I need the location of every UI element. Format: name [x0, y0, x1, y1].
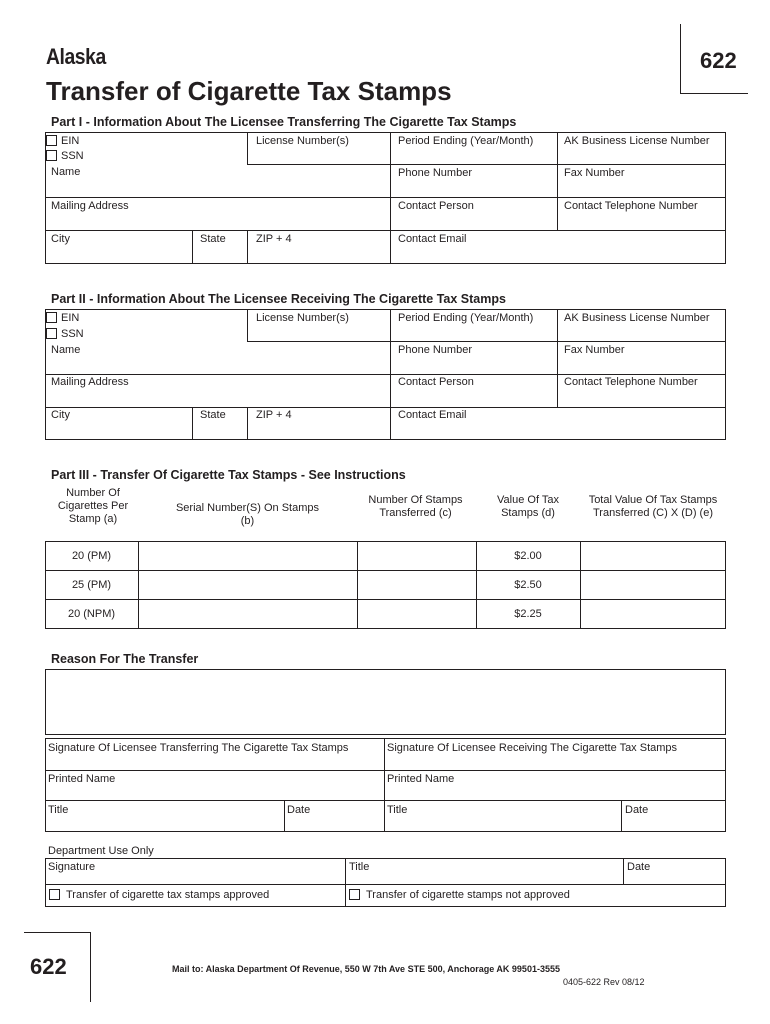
- mail-to: Mail to: Alaska Department Of Revenue, 550 W 7th Ave STE 500, Anchorage AK 99501-3555: [172, 964, 560, 974]
- footer-form-number: 622: [30, 954, 67, 979]
- part2-line: [247, 341, 390, 342]
- row1-value: $2.00: [514, 550, 542, 562]
- part2-line: [192, 407, 193, 440]
- part1-line: [390, 164, 726, 165]
- footer-corner-horizontal: [24, 932, 91, 933]
- sig-receiving-label: Signature Of Licensee Receiving The Cigarette Tax Stamps: [387, 742, 678, 754]
- dept-signature-label: Signature: [48, 861, 96, 873]
- row3-total-input[interactable]: [581, 600, 725, 628]
- part2-line: [45, 374, 726, 375]
- part2-line: [390, 309, 391, 440]
- part1-license-label: License Number(s): [256, 135, 349, 147]
- part1-name-label: Name: [51, 166, 81, 178]
- part2-zip-label: ZIP + 4: [256, 409, 292, 421]
- row3-serial-input[interactable]: [139, 600, 356, 628]
- not-approved-label: Transfer of cigarette stamps not approved: [366, 889, 570, 901]
- part1-line: [192, 230, 193, 264]
- part1-box: [45, 132, 726, 264]
- row1-serial-input[interactable]: [139, 542, 356, 570]
- part1-ak-license-label: AK Business License Number: [564, 135, 710, 147]
- part2-name-label: Name: [51, 344, 81, 356]
- title-left-label: Title: [48, 804, 69, 816]
- part2-line: [390, 341, 726, 342]
- state-name: Alaska: [46, 44, 106, 69]
- part1-state-label: State: [200, 233, 226, 245]
- form-number: 622: [700, 48, 737, 73]
- row1-total-input[interactable]: [581, 542, 725, 570]
- row2-total-input[interactable]: [581, 571, 725, 599]
- printed-name-right-label: Printed Name: [387, 773, 455, 785]
- part1-ssn-label: SSN: [61, 150, 84, 162]
- sig-line: [284, 800, 285, 832]
- row1-stamps-input[interactable]: [358, 542, 475, 570]
- part2-line: [557, 309, 558, 407]
- row3-value: $2.25: [514, 608, 542, 620]
- row3-cigarettes: 20 (NPM): [67, 608, 116, 620]
- printed-name-left-label: Printed Name: [48, 773, 116, 785]
- title-right-label: Title: [387, 804, 408, 816]
- part1-ein-label: EIN: [61, 135, 80, 147]
- part2-line: [247, 407, 248, 440]
- header-corner-vertical: [680, 24, 681, 94]
- part2-line: [247, 309, 248, 342]
- part2-license-label: License Number(s): [256, 312, 349, 324]
- part1-zip-label: ZIP + 4: [256, 233, 292, 245]
- date-left-label: Date: [287, 804, 311, 816]
- part3-heading: Part III - Transfer Of Cigarette Tax Stamps - See Instructions: [51, 468, 406, 482]
- row2-serial-input[interactable]: [139, 571, 356, 599]
- part2-ak-license-label: AK Business License Number: [564, 312, 710, 324]
- row3-stamps-input[interactable]: [358, 600, 475, 628]
- dept-line: [345, 858, 346, 907]
- col-d-header: Value Of Tax Stamps (d): [497, 494, 559, 519]
- part2-ssn-label: SSN: [61, 328, 84, 340]
- sig-line: [621, 800, 622, 832]
- part2-city-label: City: [51, 409, 70, 421]
- part1-fax-label: Fax Number: [564, 167, 625, 179]
- part2-email-label: Contact Email: [398, 409, 467, 421]
- part1-period-label: Period Ending (Year/Month): [398, 135, 534, 147]
- date-right-label: Date: [625, 804, 649, 816]
- reason-textarea[interactable]: [45, 669, 726, 735]
- revision: 0405-622 Rev 08/12: [563, 977, 645, 987]
- part1-mailing-label: Mailing Address: [51, 200, 129, 212]
- dept-heading: Department Use Only: [48, 845, 154, 857]
- reason-heading: Reason For The Transfer: [51, 652, 199, 666]
- part1-city-label: City: [51, 233, 70, 245]
- part1-line: [247, 230, 248, 264]
- page-title: Transfer of Cigarette Tax Stamps: [46, 76, 452, 106]
- dept-title-label: Title: [349, 861, 370, 873]
- row2-stamps-input[interactable]: [358, 571, 475, 599]
- part1-email-label: Contact Email: [398, 233, 467, 245]
- part1-line: [247, 164, 390, 165]
- part2-mailing-label: Mailing Address: [51, 376, 129, 388]
- part2-ssn-checkbox[interactable]: [46, 328, 57, 339]
- part1-contact-person-label: Contact Person: [398, 200, 474, 212]
- header-corner-horizontal: [680, 93, 748, 94]
- part2-ein-checkbox[interactable]: [46, 312, 57, 323]
- row2-cigarettes: 25 (PM): [71, 579, 112, 591]
- dept-line: [45, 884, 726, 885]
- part1-line: [557, 132, 558, 230]
- part1-line: [45, 197, 726, 198]
- col-c-header: Number Of Stamps Transferred (c): [368, 494, 463, 519]
- part1-phone-label: Phone Number: [398, 167, 472, 179]
- dept-line: [623, 858, 624, 884]
- part2-phone-label: Phone Number: [398, 344, 472, 356]
- part1-line: [247, 132, 248, 165]
- sig-transferring-label: Signature Of Licensee Transferring The Cigarette Tax Stamps: [48, 742, 349, 754]
- part1-contact-phone-label: Contact Telephone Number: [564, 200, 698, 212]
- col-b-header: Serial Number(S) On Stamps (b): [175, 502, 320, 527]
- not-approved-checkbox[interactable]: [349, 889, 360, 900]
- approved-label: Transfer of cigarette tax stamps approved: [66, 889, 270, 901]
- part2-ein-label: EIN: [61, 312, 80, 324]
- part1-line: [45, 230, 726, 231]
- part2-line: [45, 407, 726, 408]
- part1-line: [390, 132, 391, 264]
- row1-cigarettes: 20 (PM): [71, 550, 112, 562]
- sig-line: [384, 738, 385, 832]
- footer-corner-vertical: [90, 932, 91, 1002]
- part2-state-label: State: [200, 409, 226, 421]
- part1-ssn-checkbox[interactable]: [46, 150, 57, 161]
- part2-contact-phone-label: Contact Telephone Number: [564, 376, 698, 388]
- sig-line: [45, 800, 726, 801]
- sig-line: [45, 770, 726, 771]
- approved-checkbox[interactable]: [49, 889, 60, 900]
- col-e-header: Total Value Of Tax Stamps Transferred (C) X (D) (e): [588, 494, 718, 519]
- col-a-header: Number Of Cigarettes Per Stamp (a): [57, 487, 129, 525]
- part2-contact-person-label: Contact Person: [398, 376, 474, 388]
- part2-period-label: Period Ending (Year/Month): [398, 312, 534, 324]
- part2-heading: Part II - Information About The Licensee Receiving The Cigarette Tax Stamps: [51, 292, 506, 306]
- row2-value: $2.50: [514, 579, 542, 591]
- dept-date-label: Date: [627, 861, 651, 873]
- part2-fax-label: Fax Number: [564, 344, 625, 356]
- part1-ein-checkbox[interactable]: [46, 135, 57, 146]
- part1-heading: Part I - Information About The Licensee Transferring The Cigarette Tax Stamps: [51, 115, 517, 129]
